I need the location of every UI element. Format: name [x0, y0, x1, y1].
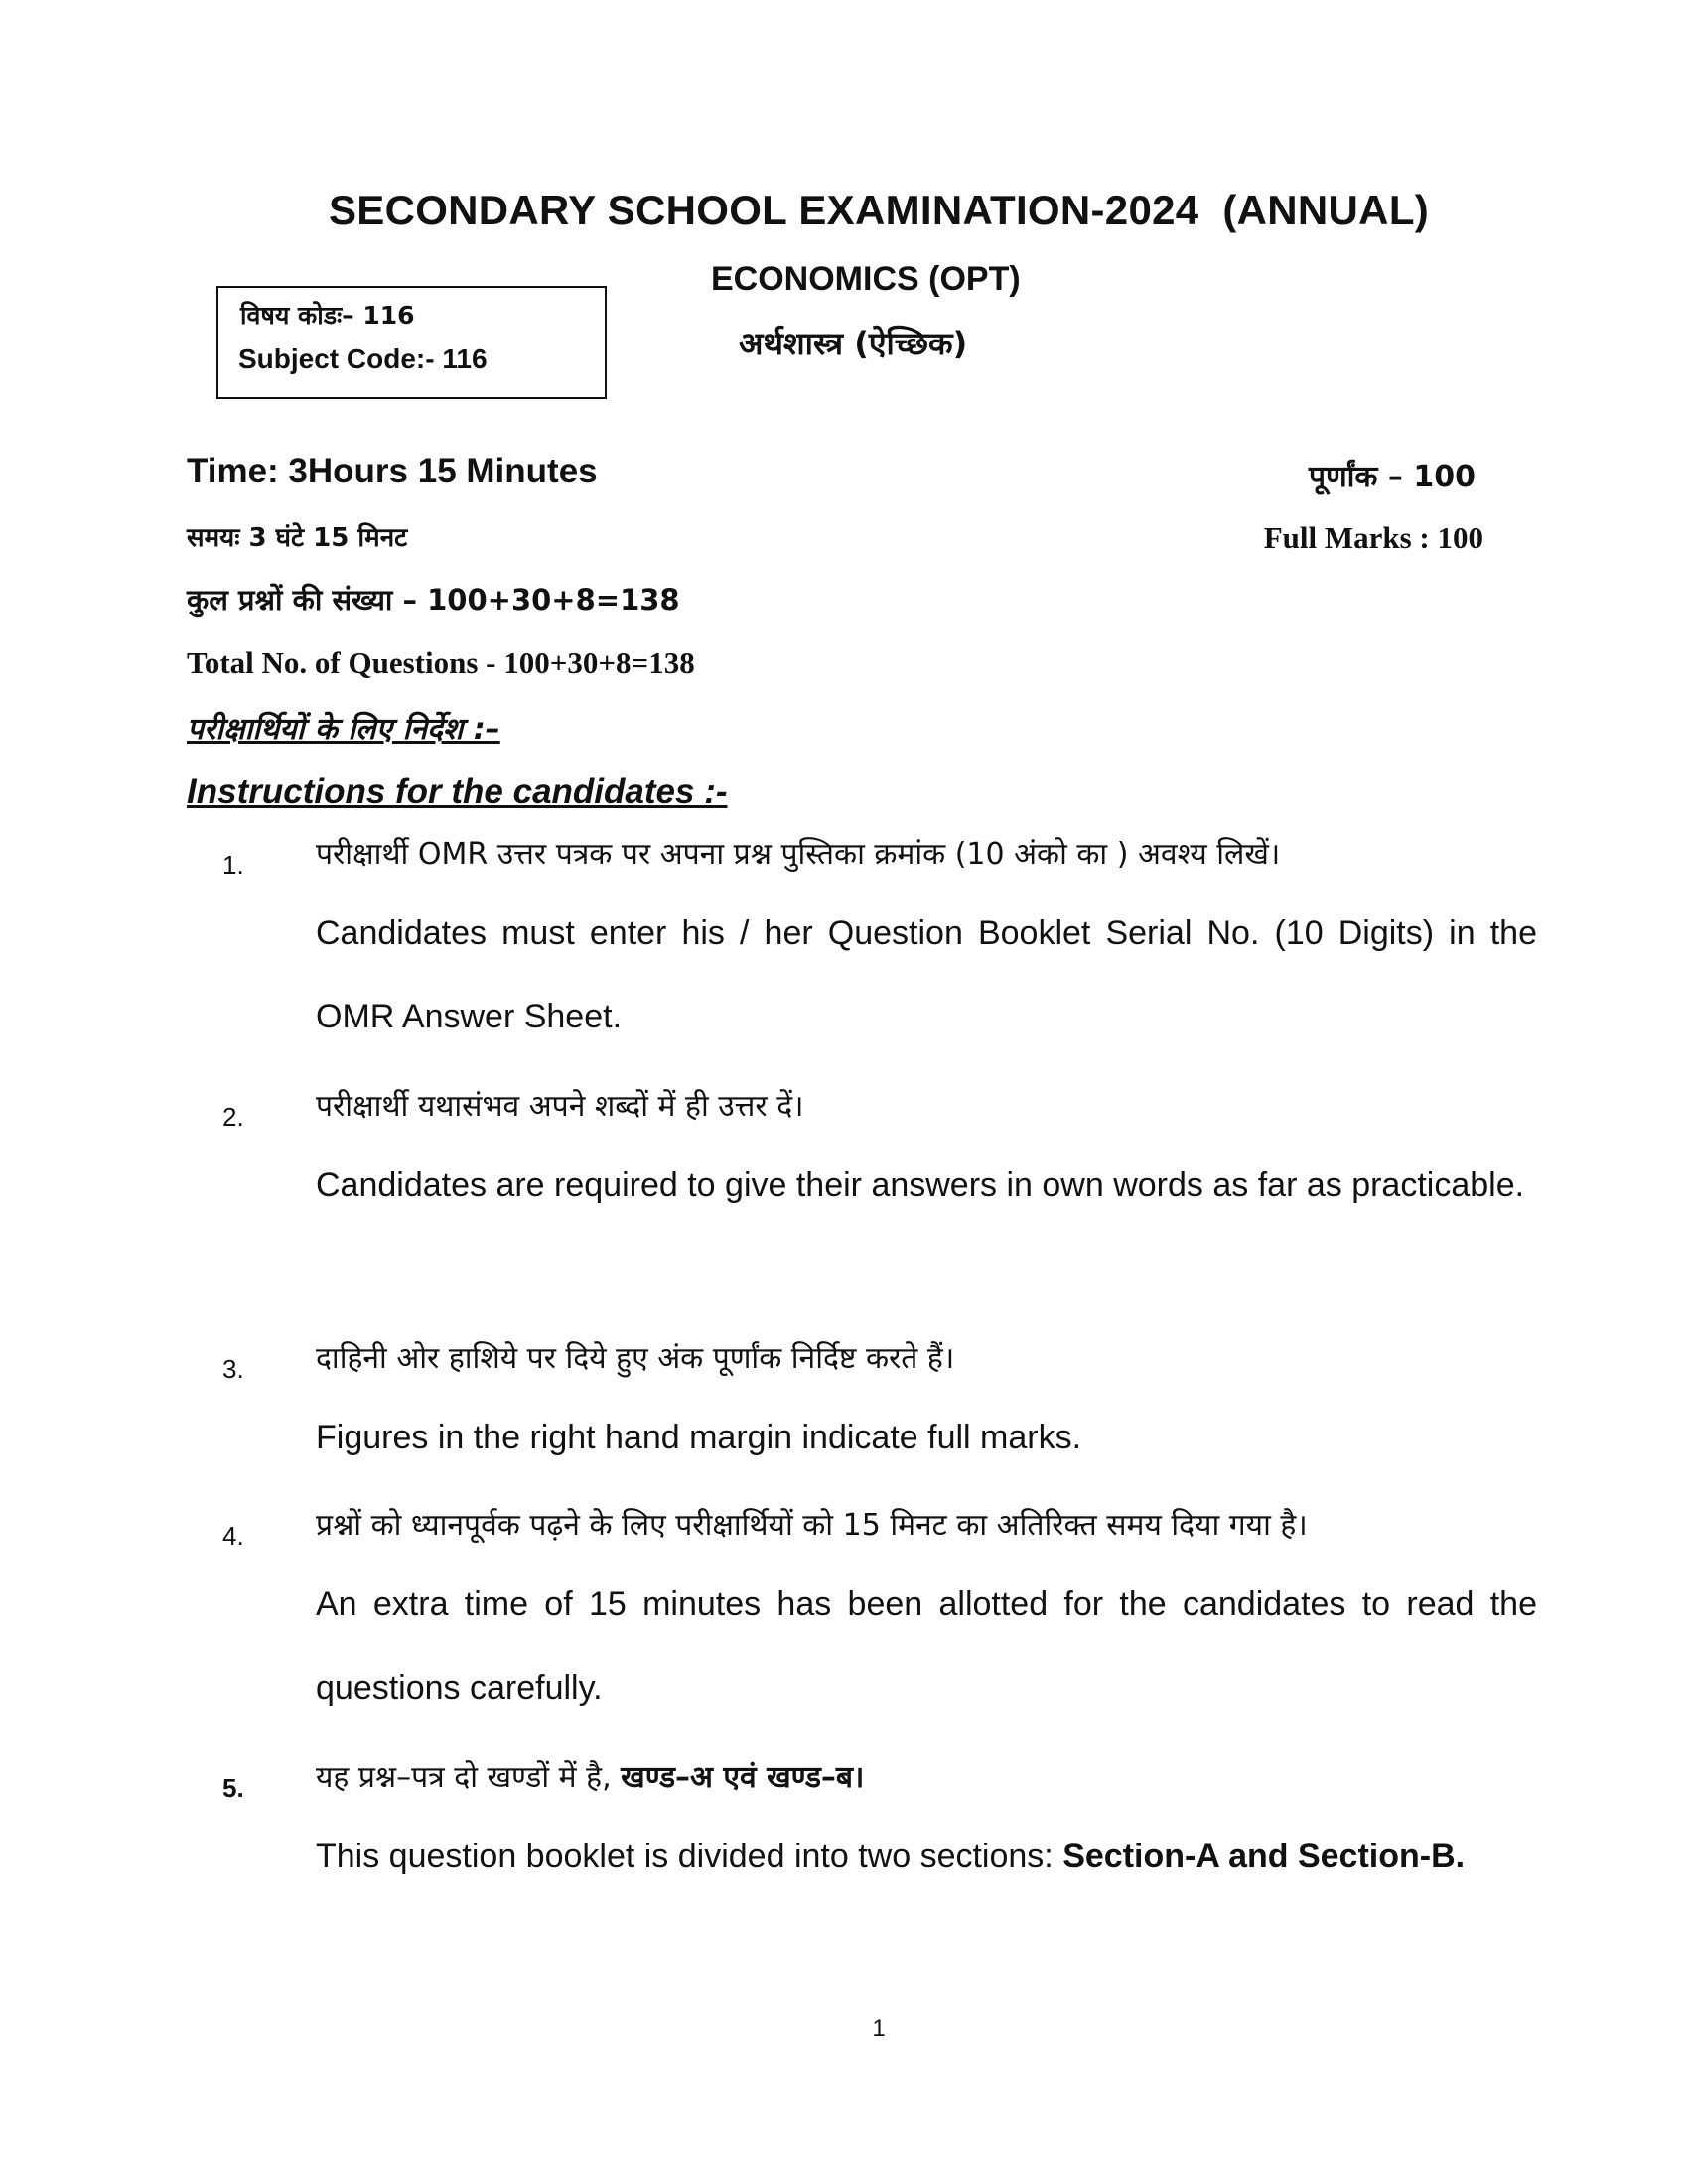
subject-code-english: Subject Code:- 116 — [238, 343, 488, 374]
subject-code-hindi: विषय कोडः– 116 — [240, 301, 415, 330]
full-marks-english: Full Marks : 100 — [1263, 520, 1483, 555]
instruction-text-hindi-bold: खण्ड–अ एवं खण्ड–ब। — [621, 1760, 865, 1795]
instruction-text-hindi — [316, 1755, 864, 1796]
subject-name-hindi: अर्थशास्त्र (ऐच्छिक) — [739, 325, 968, 362]
instruction-text-english-plain: This question booklet is divided into two sections: — [316, 1838, 1054, 1875]
instruction-text-hindi-plain: यह प्रश्न–पत्र दो खण्डों में है, — [316, 1760, 612, 1795]
full-marks-hindi: पूर्णांक – 100 — [1308, 460, 1476, 494]
instructions-heading-english: Instructions for the candidates :- — [187, 772, 728, 811]
instruction-text-english: Figures in the right hand margin indicate full marks. — [316, 1419, 1082, 1456]
instruction-text-english: An extra time of 15 minutes has been allotted for the candidates to read the questions carefully. — [316, 1585, 1537, 1706]
page-number: 1 — [872, 2015, 886, 2042]
question-count-hindi: कुल प्रश्नों की संख्या – 100+30+8=138 — [187, 583, 680, 616]
instruction-text-hindi: प्रश्नों को ध्यानपूर्वक पढ़ने के लिए परीक्षार्थियों को 15 मिनट का अतिरिक्त समय दिया गया है। — [316, 1508, 1308, 1543]
instruction-number: 5. — [222, 1773, 244, 1803]
subject-name-english: ECONOMICS (OPT) — [711, 260, 1021, 298]
instruction-text-hindi: परीक्षार्थी OMR उत्तर पत्रक पर अपना प्रश्न पुस्तिका क्रमांक (10 अंको का ) अवश्य लिखें। — [316, 837, 1281, 872]
instruction-text-english-bold: Section-A and Section-B. — [1062, 1838, 1466, 1875]
instruction-text-hindi: परीक्षार्थी यथासंभव अपने शब्दों में ही उत्तर दें। — [316, 1089, 804, 1124]
exam-title: SECONDARY SCHOOL EXAMINATION-2024 (ANNUAL) — [328, 187, 1430, 233]
instruction-number: 4. — [222, 1521, 244, 1551]
time-hindi: समयः 3 घंटे 15 मिनट — [187, 523, 408, 553]
time-english: Time: 3Hours 15 Minutes — [187, 452, 598, 490]
instruction-text-english: Candidates must enter his / her Question Booklet Serial No. (10 Digits) in the OMR Answer Sheet. — [316, 914, 1537, 1035]
instruction-number: 1. — [222, 850, 244, 880]
subject-code-box — [216, 286, 607, 399]
instruction-text-english — [316, 1815, 1537, 1898]
instruction-number: 2. — [222, 1102, 244, 1132]
instruction-text-hindi: दाहिनी ओर हाशिये पर दिये हुए अंक पूर्णांक निर्दिष्ट करते हैं। — [316, 1341, 955, 1376]
question-count-english: Total No. of Questions - 100+30+8=138 — [187, 645, 695, 680]
instruction-text-english: Candidates are required to give their answers in own words as far as practicable. — [316, 1166, 1525, 1204]
instruction-number: 3. — [222, 1354, 244, 1384]
instructions-heading-hindi: परीक्षार्थियों के लिए निर्देश :– — [187, 712, 500, 747]
